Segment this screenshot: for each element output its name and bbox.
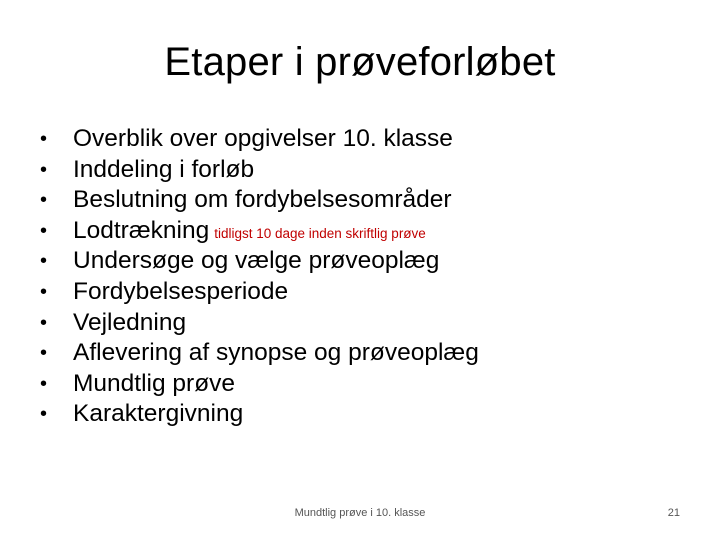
list-item-text: Inddeling i forløb: [73, 155, 255, 183]
list-item-text: Karaktergivning: [73, 400, 244, 428]
slide-footer: Mundtlig prøve i 10. klasse: [294, 507, 426, 519]
list-item-text: Fordybelsesperiode: [73, 277, 289, 305]
list-item: [40, 246, 680, 277]
list-item: [40, 399, 680, 430]
bullet-icon: •: [40, 372, 48, 395]
list-item-text: Overblik over opgivelser 10. klasse: [73, 125, 453, 152]
bullet-icon: •: [40, 403, 48, 426]
list-item: [40, 338, 680, 369]
slide-title: Etaper i prøveforløbet: [164, 40, 556, 84]
bullet-icon: •: [40, 250, 48, 273]
list-item: [40, 185, 680, 216]
list-item-text: Aflevering af synopse og prøveoplæg: [73, 339, 479, 367]
list-item-text: Mundtlig prøve: [73, 369, 236, 397]
list-item: [40, 277, 680, 308]
bullet-icon: •: [40, 342, 48, 365]
bullet-icon: •: [40, 219, 48, 242]
list-item: [40, 308, 680, 339]
list-item-note: tidligst 10 dage inden skriftlig prøve: [214, 225, 426, 241]
bullet-icon: •: [40, 128, 48, 150]
page-number: 21: [667, 507, 680, 519]
list-item: [40, 155, 680, 186]
list-item: [40, 216, 680, 247]
bullet-icon: •: [40, 280, 48, 303]
list-item-text: Lodtrækning: [73, 216, 210, 244]
list-item-text: Vejledning: [73, 308, 187, 336]
bullet-icon: •: [40, 189, 48, 212]
list-item-text: Undersøge og vælge prøveoplæg: [73, 247, 440, 275]
list-item: [40, 369, 680, 400]
bullet-list: [40, 124, 680, 430]
bullet-icon: •: [40, 158, 48, 181]
bullet-icon: •: [40, 311, 48, 334]
list-item-text: Beslutning om fordybelsesområder: [73, 186, 452, 214]
list-item: [40, 124, 680, 155]
